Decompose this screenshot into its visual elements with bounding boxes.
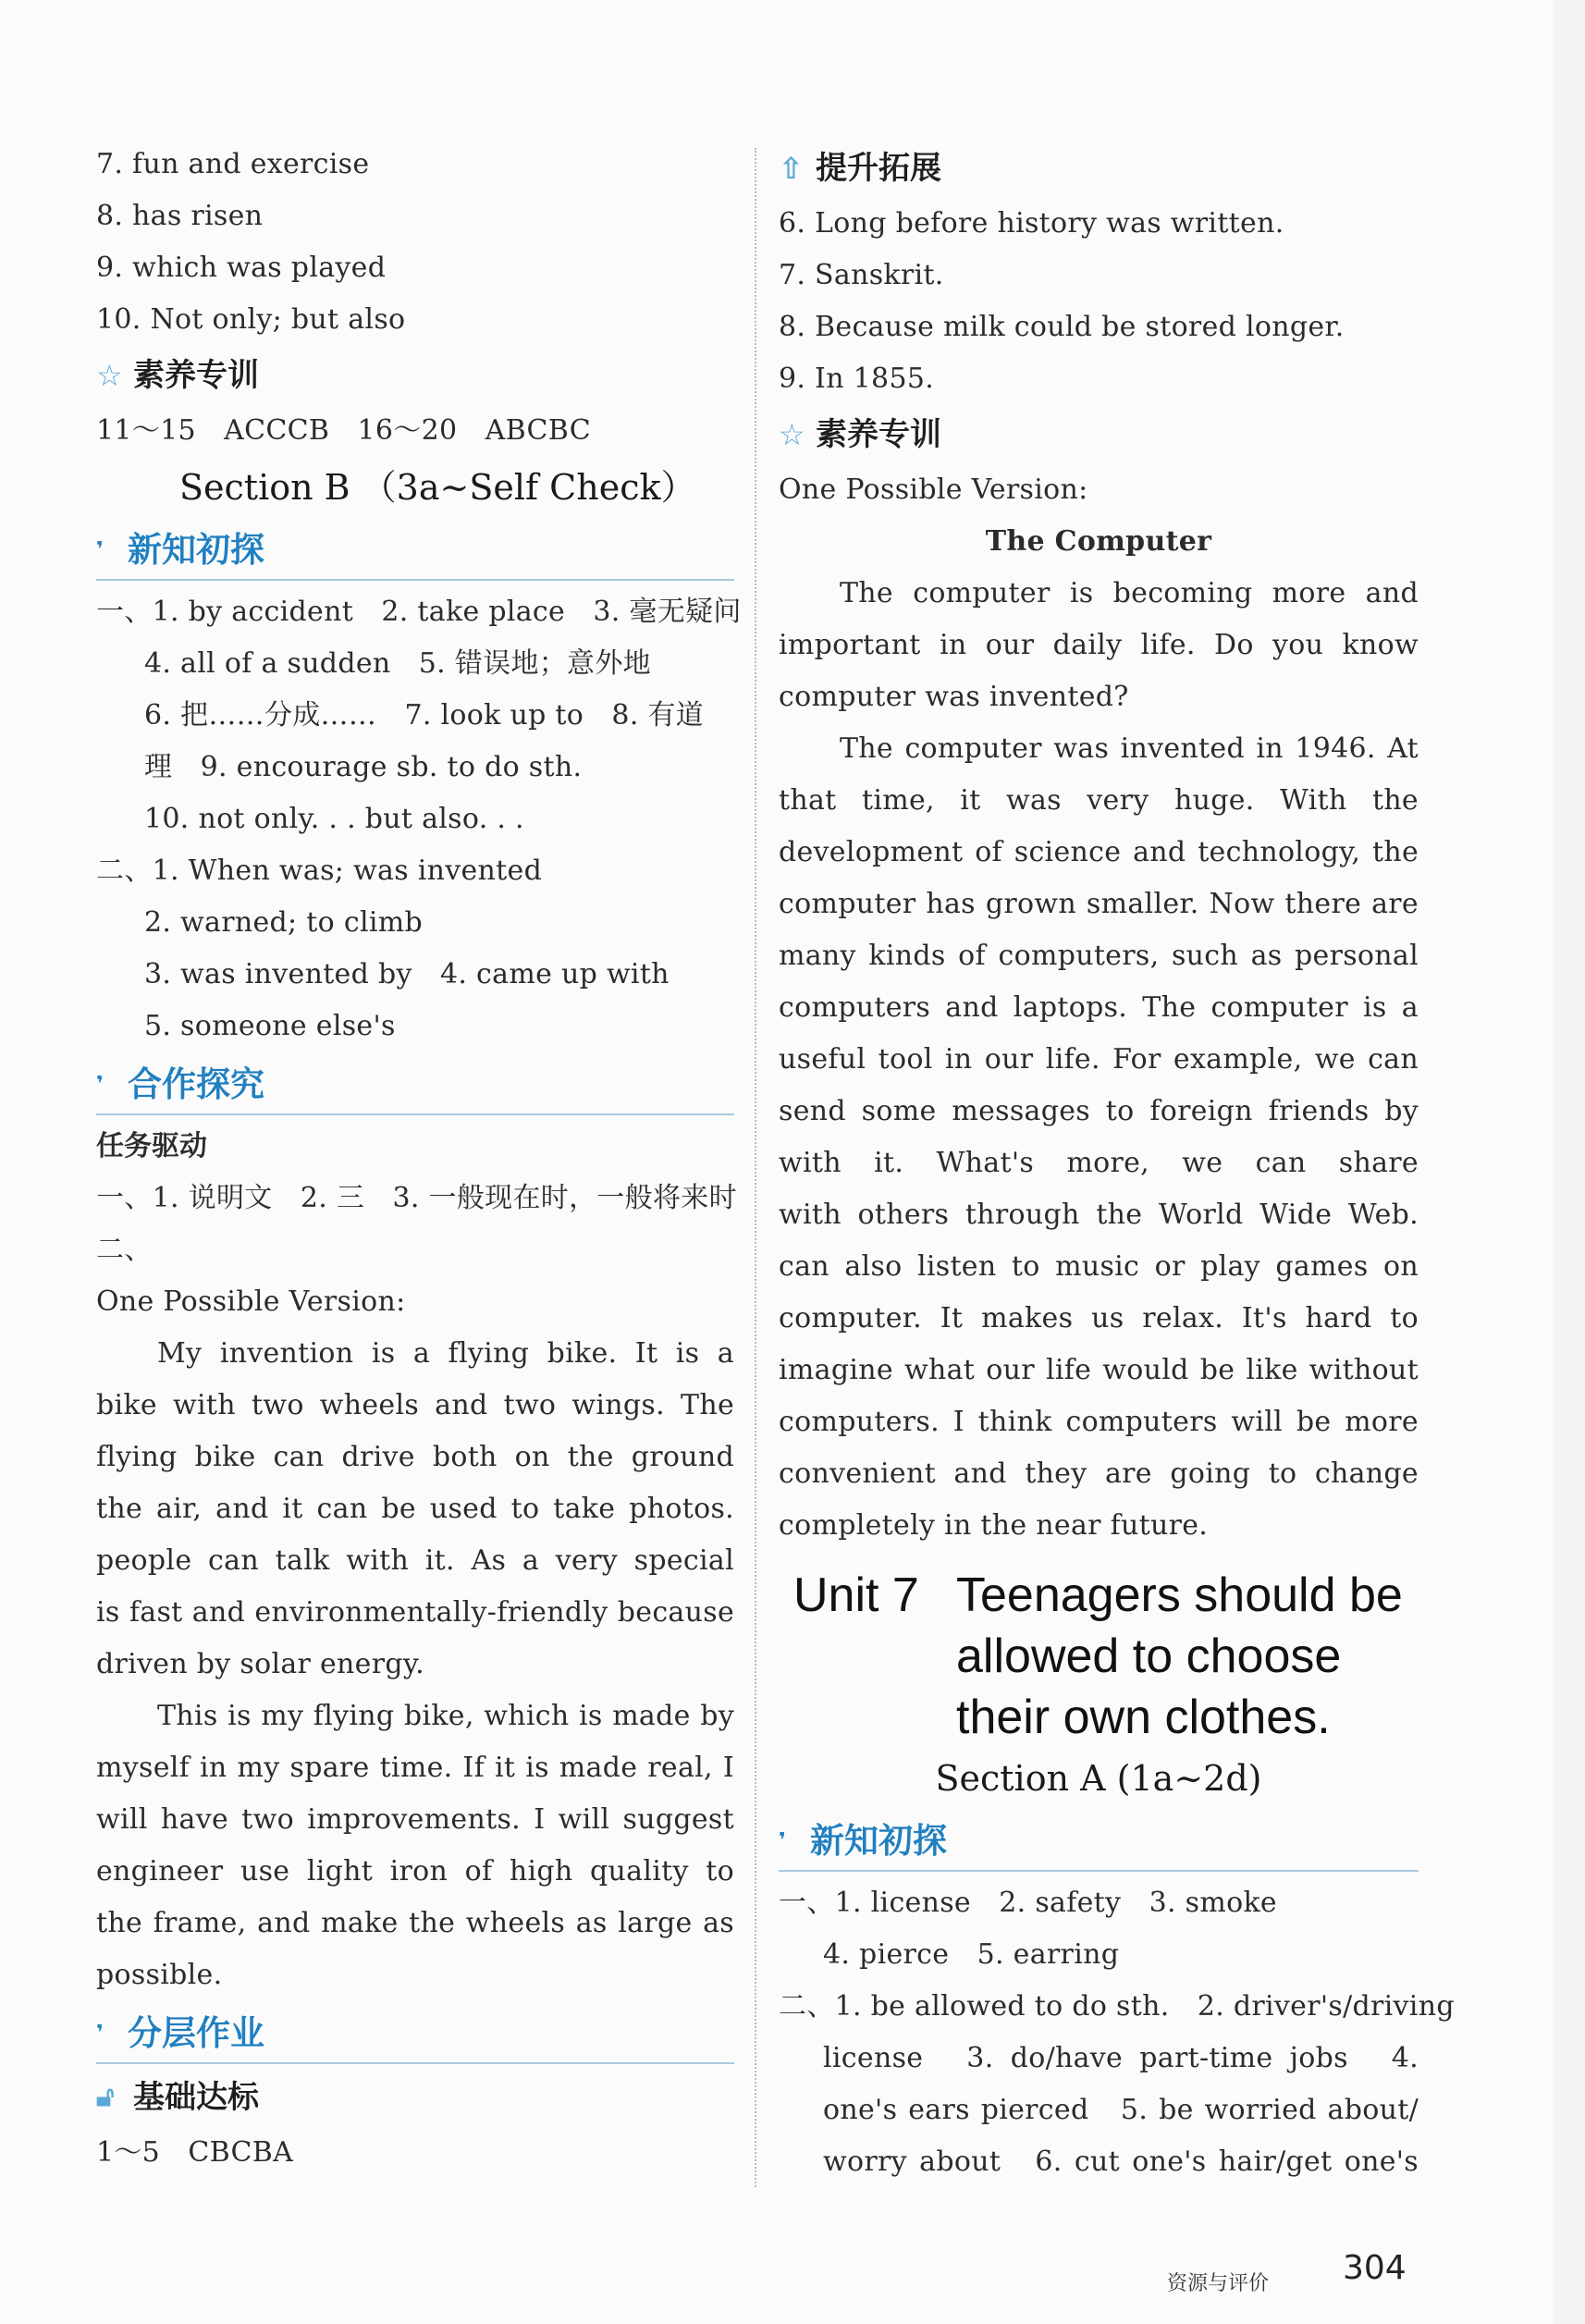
possible-version-label: One Possible Version:	[96, 1285, 406, 1318]
xinzhi-line: 10. not only. . . but also. . .	[144, 803, 524, 835]
essay-line: possible.	[96, 1959, 223, 1991]
essay-line: important in our daily life. Do you know	[779, 629, 1419, 661]
bookmark-icon: ❜	[779, 1829, 786, 1852]
xinzhi-heading-label: 新知初探	[810, 1821, 947, 1861]
star-icon: ☆	[96, 358, 123, 393]
up-arrow-icon: ⇧	[779, 151, 804, 186]
unit-title-line: Teenagers should be	[956, 1568, 1403, 1622]
footer-label: 资源与评价	[1167, 2272, 1270, 2295]
xinzhi-heading-label: 新知初探	[128, 530, 264, 570]
answer-line: 6. Long before history was written.	[779, 207, 1284, 240]
hezuo-heading	[96, 1056, 734, 1115]
star-icon: ☆	[779, 417, 805, 452]
suyang-heading	[96, 348, 734, 403]
left-column	[96, 139, 742, 2179]
essay-line: bike with two wheels and two wings. The	[96, 1389, 734, 1421]
xinzhi-heading	[96, 522, 734, 581]
suyang-heading	[779, 407, 1419, 462]
essay-line: the frame, and make the wheels as large as	[96, 1907, 734, 1939]
xinzhi-line: license 3. do/have part-time jobs 4.	[823, 2042, 1419, 2074]
xinzhi-line: worry about 6. cut one's hair/get one's	[823, 2146, 1419, 2178]
answer-line: 9. which was played	[96, 252, 387, 284]
answer-line: 7. fun and exercise	[96, 148, 370, 180]
jichu-answer: 1～5 CBCBA	[96, 2136, 294, 2169]
essay-line: imagine what our life would be like without	[779, 1354, 1419, 1386]
xinzhi-line: 6. 把……分成…… 7. look up to 8. 有道	[144, 699, 705, 732]
renwu-line: 二、	[96, 1234, 153, 1266]
essay-line: computer was invented?	[779, 681, 1129, 713]
essay-line: can also listen to music or play games on	[779, 1250, 1419, 1283]
essay-line: driven by solar energy.	[96, 1648, 424, 1680]
answer-line: 10. Not only; but also	[96, 303, 406, 336]
renwu-label: 任务驱动	[96, 1130, 207, 1162]
essay-line: This is my flying bike, which is made by	[157, 1700, 734, 1732]
essay-line: many kinds of computers, such as personal	[779, 940, 1419, 972]
unit-title-line: their own clothes.	[956, 1691, 1331, 1744]
unit-title-line: allowed to choose	[956, 1629, 1342, 1683]
fenceng-heading	[96, 2005, 734, 2064]
essay-line: that time, it was very huge. With the	[779, 784, 1419, 817]
essay-line: computers. I think computers will be more	[779, 1406, 1419, 1438]
essay-line: The computer is becoming more and	[840, 577, 1419, 609]
xinzhi-line: 2. warned; to climb	[144, 906, 423, 939]
xinzhi-line: 4. all of a sudden 5. 错误地；意外地	[144, 647, 651, 680]
essay-line: computer has grown smaller. Now there are	[779, 888, 1419, 920]
right-column	[779, 139, 1455, 2188]
bookmark-icon: ❜	[96, 2022, 104, 2045]
jichu-heading	[96, 2070, 734, 2125]
essay-line: engineer use light iron of high quality to	[96, 1855, 734, 1887]
xinzhi-line: 一、1. license 2. safety 3. smoke	[779, 1887, 1277, 1919]
answer-line: 8. Because milk could be stored longer.	[779, 311, 1345, 343]
essay-line: people can talk with it. As a very special	[96, 1544, 734, 1577]
xinzhi-line: 理 9. encourage sb. to do sth.	[144, 751, 583, 783]
bookmark-icon: ❜	[96, 1073, 104, 1096]
suyang-heading-label: 素养专训	[133, 357, 259, 394]
suyang-answer: 11～15 ACCCB 16～20 ABCBC	[96, 414, 591, 447]
tisheng-heading	[779, 141, 1419, 196]
xinzhi-line: 3. was invented by 4. came up with	[144, 958, 670, 990]
essay-line: will have two improvements. I will suggest	[96, 1803, 734, 1836]
essay-line: My invention is a flying bike. It is a	[157, 1337, 734, 1370]
essay-line: convenient and they are going to change	[779, 1457, 1419, 1490]
answer-line: 9. In 1855.	[779, 363, 935, 395]
jichu-heading-label: 基础达标	[133, 2079, 259, 2116]
section-a-title: Section A (1a~2d)	[935, 1758, 1262, 1799]
essay-line: with others through the World Wide Web.	[779, 1199, 1419, 1231]
unit-heading	[779, 1565, 1419, 1748]
essay-line: computer. It makes us relax. It's hard to	[779, 1302, 1419, 1334]
xinzhi-line: 二、1. When was; was invented	[96, 855, 543, 887]
answer-line: 7. Sanskrit.	[779, 259, 944, 291]
suyang-heading-label: 素养专训	[816, 416, 941, 453]
hezuo-heading-label: 合作探究	[128, 1064, 264, 1104]
xinzhi-line: 5. someone else's	[144, 1010, 396, 1042]
answer-line: 8. has risen	[96, 200, 264, 232]
xinzhi-line: one's ears pierced 5. be worried about/	[823, 2094, 1419, 2126]
unit-label: Unit 7	[793, 1568, 919, 1622]
xinzhi-line: 4. pierce 5. earring	[823, 1938, 1120, 1971]
essay-line: with it. What's more, we can share	[779, 1147, 1419, 1179]
essay-line: computers and laptops. The computer is a	[779, 991, 1419, 1024]
section-b-title: Section B （3a~Self Check）	[179, 467, 696, 508]
possible-version-label: One Possible Version:	[779, 473, 1088, 506]
tisheng-heading-label: 提升拓展	[816, 150, 941, 187]
xinzhi-heading	[779, 1813, 1419, 1872]
essay-line: send some messages to foreign friends by	[779, 1095, 1419, 1127]
lock-icon: 🔓︎	[96, 2081, 115, 2113]
essay-line: myself in my spare time. If it is made real, I	[96, 1752, 734, 1784]
fenceng-heading-label: 分层作业	[128, 2013, 264, 2053]
xinzhi-line: 二、1. be allowed to do sth. 2. driver's/driving	[779, 1990, 1455, 2023]
essay-line: flying bike can drive both on the ground	[96, 1441, 734, 1473]
essay-line: The computer was invented in 1946. At	[840, 732, 1419, 765]
essay-line: development of science and technology, the	[779, 836, 1419, 868]
unit-title	[956, 1565, 1419, 1748]
essay-title: The Computer	[985, 525, 1212, 558]
xinzhi-line: 一、1. by accident 2. take place 3. 毫无疑问	[96, 596, 742, 628]
essay-line: the air, and it can be used to take photos.	[96, 1493, 734, 1525]
page-number: 304	[1343, 2249, 1407, 2287]
bookmark-icon: ❜	[96, 538, 104, 561]
renwu-line: 一、1. 说明文 2. 三 3. 一般现在时，一般将来时	[96, 1182, 737, 1214]
essay-line: is fast and environmentally-friendly because	[96, 1596, 734, 1629]
essay-line: completely in the near future.	[779, 1509, 1209, 1542]
essay-line: useful tool in our life. For example, we can	[779, 1043, 1419, 1076]
column-divider	[755, 148, 756, 2187]
